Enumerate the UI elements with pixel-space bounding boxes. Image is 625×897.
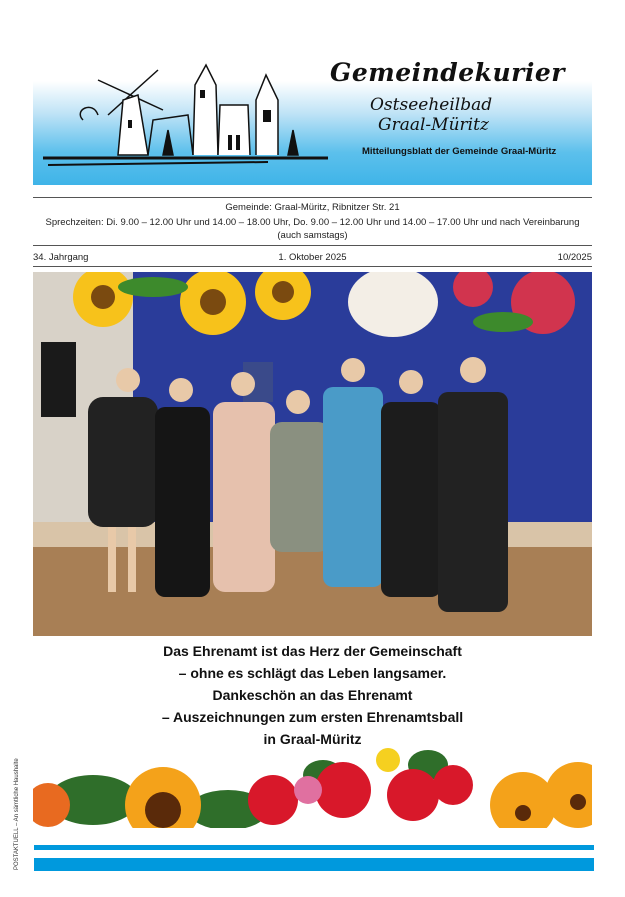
blue-rule-thick [34, 858, 594, 871]
cover-photo [33, 272, 592, 636]
issue-number: 10/2025 [557, 252, 592, 263]
address: Gemeinde: Graal-Müritz, Ribnitzer Str. 21 [225, 202, 400, 213]
office-hours: Sprechzeiten: Di. 9.00 – 12.00 Uhr und 14.00 – 18.00 Uhr, Do. 9.00 – 12.00 Uhr und 14.00 – 17.00 Uhr und nach Vereinbarung [45, 217, 580, 228]
headline-line: – Auszeichnungen zum ersten Ehrenamtsball [161, 709, 464, 725]
volume: 34. Jahrgang [33, 252, 89, 263]
issue-date: 1. Oktober 2025 [278, 252, 347, 263]
headline-line: Das Ehrenamt ist das Herz der Gemeinschaft [163, 643, 462, 659]
flower-border-image [33, 745, 592, 828]
headline-line: – ohne es schlägt das Leben langsamer. [178, 665, 447, 681]
tagline: Mitteilungsblatt der Gemeinde Graal-Müritz [362, 146, 557, 157]
headline-line: in Graal-Müritz [263, 731, 362, 747]
town-sketch-logo [38, 60, 338, 170]
subtitle-line1: Ostseeheilbad [370, 95, 493, 115]
cover-headline [33, 640, 592, 750]
blue-rule-thin [34, 845, 594, 850]
headline-line: Dankeschön an das Ehrenamt [212, 687, 413, 703]
postal-note: POSTAKTUELL – An sämtliche Haushalte [14, 758, 20, 870]
divider [33, 266, 592, 267]
divider [33, 245, 592, 246]
office-hours-note: (auch samstags) [277, 230, 348, 241]
subtitle-line2: Graal-Müritz [378, 115, 489, 135]
divider [33, 197, 592, 198]
newsletter-title: Gemeindekurier [330, 58, 565, 87]
